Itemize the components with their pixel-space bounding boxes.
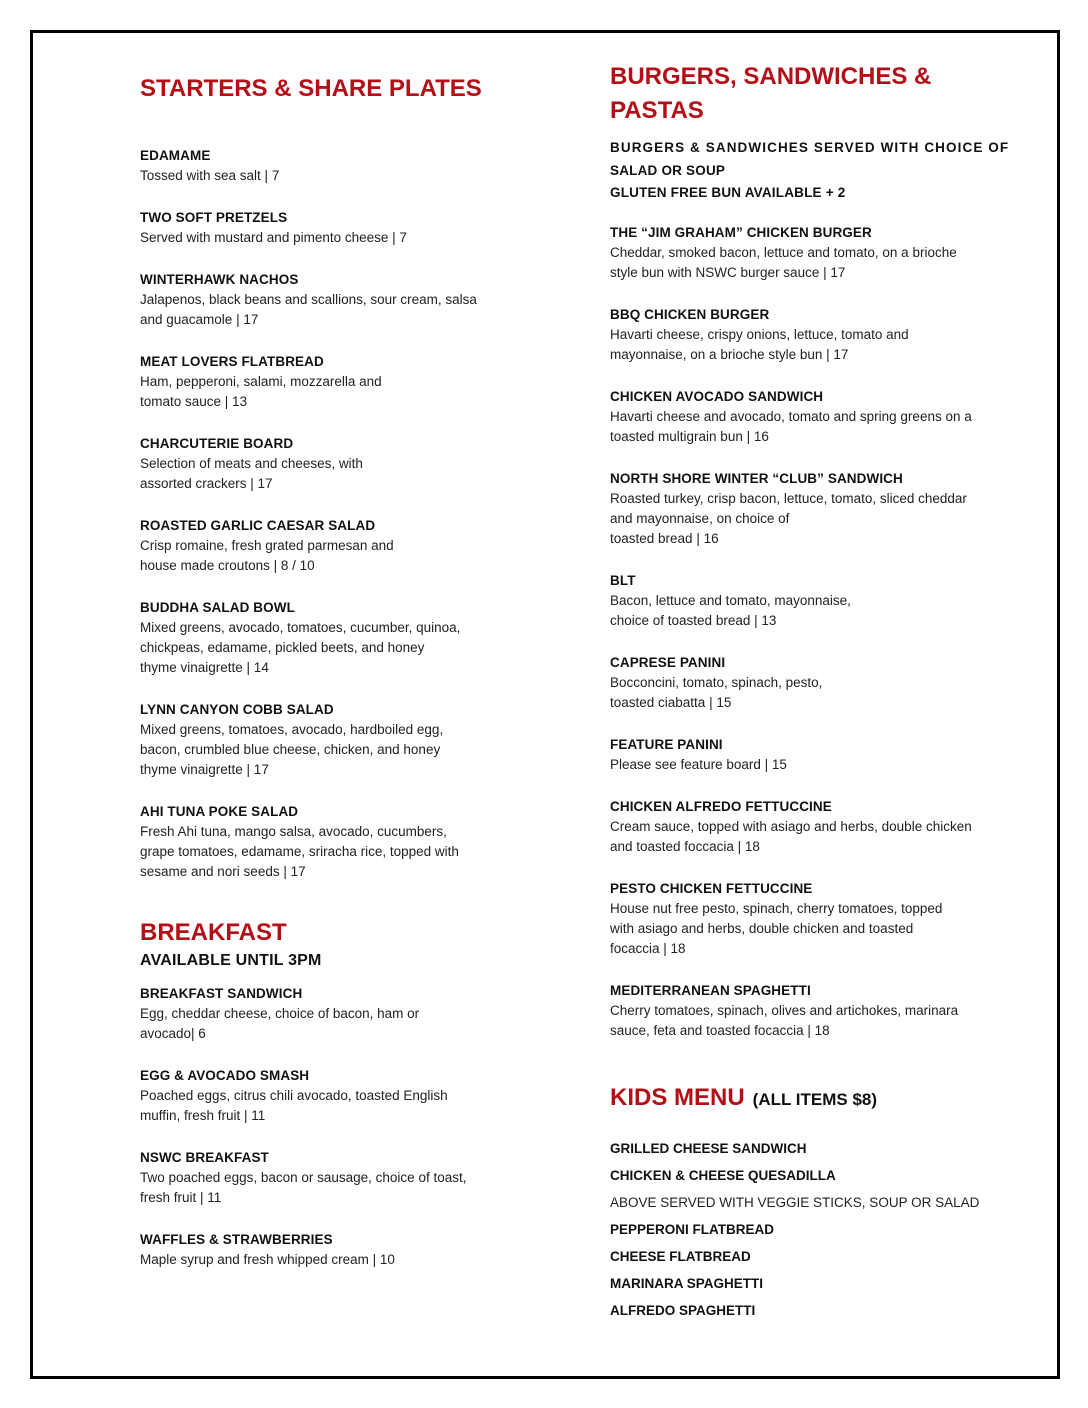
burger-item <box>610 735 1010 775</box>
menu-item-description <box>610 243 1010 283</box>
menu-item-description <box>140 618 510 678</box>
description-line: chickpeas, edamame, pickled beets, and honey <box>140 640 425 655</box>
burger-item <box>610 571 1010 631</box>
burger-item <box>610 223 1010 283</box>
burgers-note-line1: BURGERS & SANDWICHES SERVED WITH CHOICE OF <box>610 140 1010 155</box>
menu-item-description <box>140 290 510 330</box>
description-line: Havarti cheese, crispy onions, lettuce, tomato and <box>610 327 909 342</box>
burger-item <box>610 305 1010 365</box>
description-line: Bocconcini, tomato, spinach, pesto, <box>610 675 823 690</box>
starter-item <box>140 802 510 882</box>
description-line: house made croutons | 8 / 10 <box>140 558 315 573</box>
description-line: Poached eggs, citrus chili avocado, toasted English <box>140 1088 448 1103</box>
burgers-list <box>610 223 1010 1041</box>
description-line: and toasted foccacia | 18 <box>610 839 760 854</box>
breakfast-subtitle: AVAILABLE UNTIL 3PM <box>140 952 322 969</box>
starter-item <box>140 208 510 248</box>
description-line: bacon, crumbled blue cheese, chicken, and honey <box>140 742 441 757</box>
description-line: toasted bread | 16 <box>610 531 719 546</box>
menu-item-name: CHICKEN ALFREDO FETTUCCINE <box>610 799 832 814</box>
menu-item-description <box>610 817 1010 857</box>
description-line: focaccia | 18 <box>610 941 686 956</box>
description-line: muffin, fresh fruit | 11 <box>140 1108 266 1123</box>
burgers-heading-line2: PASTAS <box>610 97 704 124</box>
starter-item <box>140 598 510 678</box>
menu-item-name: PESTO CHICKEN FETTUCCINE <box>610 881 813 896</box>
kids-menu-item: CHICKEN & CHEESE QUESADILLA <box>610 1168 836 1183</box>
burger-item <box>610 469 1010 549</box>
menu-item-name: EDAMAME <box>140 148 211 163</box>
menu-item-name: TWO SOFT PRETZELS <box>140 210 288 225</box>
description-line: and guacamole | 17 <box>140 312 259 327</box>
menu-item-description <box>140 720 510 780</box>
starter-item <box>140 270 510 330</box>
kids-menu-item: PEPPERONI FLATBREAD <box>610 1222 775 1237</box>
menu-item-description <box>610 489 1010 549</box>
menu-item-description <box>610 325 1010 365</box>
description-line: Egg, cheddar cheese, choice of bacon, ham or <box>140 1006 420 1021</box>
menu-item-description <box>610 407 1010 447</box>
description-line: Havarti cheese and avocado, tomato and spring greens on a <box>610 409 972 424</box>
menu-item-name: EGG & AVOCADO SMASH <box>140 1068 310 1083</box>
description-line: House nut free pesto, spinach, cherry tomatoes, topped <box>610 901 943 916</box>
description-line: mayonnaise, on a brioche style bun | 17 <box>610 347 849 362</box>
starters-list <box>140 146 510 882</box>
menu-item-description <box>140 822 510 882</box>
kids-heading-row <box>610 1081 1010 1115</box>
menu-item-name: LYNN CANYON COBB SALAD <box>140 702 334 717</box>
menu-item-description <box>140 166 510 186</box>
description-line: thyme vinaigrette | 17 <box>140 762 269 777</box>
description-line: toasted ciabatta | 15 <box>610 695 732 710</box>
kids-menu-item: ABOVE SERVED WITH VEGGIE STICKS, SOUP OR SALAD <box>610 1195 980 1210</box>
kids-menu-item: MARINARA SPAGHETTI <box>610 1276 763 1291</box>
description-line: thyme vinaigrette | 14 <box>140 660 269 675</box>
description-line: grape tomatoes, edamame, sriracha rice, topped with <box>140 844 459 859</box>
description-line: with asiago and herbs, double chicken and toasted <box>610 921 914 936</box>
starter-item <box>140 352 510 412</box>
kids-heading: KIDS MENU <box>610 1084 745 1111</box>
breakfast-heading: BREAKFAST <box>140 919 287 946</box>
menu-item-name: BLT <box>610 573 636 588</box>
starters-heading: STARTERS & SHARE PLATES <box>140 75 482 102</box>
menu-item-description <box>140 372 510 412</box>
kids-menu-item: GRILLED CHEESE SANDWICH <box>610 1141 807 1156</box>
burgers-note-line3: GLUTEN FREE BUN AVAILABLE + 2 <box>610 185 846 200</box>
description-line: Jalapenos, black beans and scallions, sour cream, salsa <box>140 292 477 307</box>
description-line: Served with mustard and pimento cheese | 7 <box>140 230 407 245</box>
description-line: assorted crackers | 17 <box>140 476 273 491</box>
kids-menu-item: ALFREDO SPAGHETTI <box>610 1303 756 1318</box>
menu-item-name: WAFFLES & STRAWBERRIES <box>140 1232 333 1247</box>
menu-item-name: MEDITERRANEAN SPAGHETTI <box>610 983 811 998</box>
burger-item <box>610 981 1010 1041</box>
menu-item-name: THE “JIM GRAHAM” CHICKEN BURGER <box>610 225 872 240</box>
starter-item <box>140 700 510 780</box>
breakfast-item <box>140 984 510 1044</box>
menu-item-description <box>140 1004 510 1044</box>
description-line: Crisp romaine, fresh grated parmesan and <box>140 538 394 553</box>
menu-item-description <box>140 228 510 248</box>
burger-item <box>610 387 1010 447</box>
kids-list <box>610 1135 1010 1324</box>
breakfast-item <box>140 1230 510 1270</box>
description-line: style bun with NSWC burger sauce | 17 <box>610 265 846 280</box>
starter-item <box>140 516 510 576</box>
burgers-heading-line1: BURGERS, SANDWICHES & <box>610 63 932 90</box>
kids-menu-item: CHEESE FLATBREAD <box>610 1249 751 1264</box>
description-line: Fresh Ahi tuna, mango salsa, avocado, cucumbers, <box>140 824 447 839</box>
menu-item-name: MEAT LOVERS FLATBREAD <box>140 354 324 369</box>
description-line: Selection of meats and cheeses, with <box>140 456 363 471</box>
description-line: Ham, pepperoni, salami, mozzarella and <box>140 374 382 389</box>
menu-item-description <box>610 899 1010 959</box>
description-line: tomato sauce | 13 <box>140 394 248 409</box>
burger-item <box>610 797 1010 857</box>
description-line: avocado| 6 <box>140 1026 206 1041</box>
burger-item <box>610 879 1010 959</box>
description-line: Maple syrup and fresh whipped cream | 10 <box>140 1252 395 1267</box>
menu-item-description <box>610 591 1010 631</box>
description-line: Mixed greens, avocado, tomatoes, cucumber, quinoa, <box>140 620 461 635</box>
left-column <box>140 72 510 1270</box>
menu-item-name: NORTH SHORE WINTER “CLUB” SANDWICH <box>610 471 903 486</box>
right-column <box>610 60 1010 1324</box>
starter-item <box>140 146 510 186</box>
menu-item-name: FEATURE PANINI <box>610 737 723 752</box>
menu-item-name: CAPRESE PANINI <box>610 655 726 670</box>
burger-item <box>610 653 1010 713</box>
description-line: sesame and nori seeds | 17 <box>140 864 306 879</box>
description-line: fresh fruit | 11 <box>140 1190 222 1205</box>
description-line: Mixed greens, tomatoes, avocado, hardboiled egg, <box>140 722 444 737</box>
burgers-note-line2: SALAD OR SOUP <box>610 163 726 178</box>
breakfast-list <box>140 984 510 1270</box>
menu-item-name: CHARCUTERIE BOARD <box>140 436 294 451</box>
menu-item-description <box>610 755 1010 775</box>
description-line: Cream sauce, topped with asiago and herbs, double chicken <box>610 819 972 834</box>
description-line: toasted multigrain bun | 16 <box>610 429 769 444</box>
menu-item-description <box>140 454 510 494</box>
description-line: Tossed with sea salt | 7 <box>140 168 280 183</box>
menu-item-name: ROASTED GARLIC CAESAR SALAD <box>140 518 376 533</box>
menu-item-name: WINTERHAWK NACHOS <box>140 272 299 287</box>
burgers-heading <box>610 60 1010 128</box>
breakfast-item <box>140 1148 510 1208</box>
menu-item-description <box>140 1168 510 1208</box>
menu-item-description <box>140 1250 510 1270</box>
menu-item-name: NSWC BREAKFAST <box>140 1150 269 1165</box>
description-line: Please see feature board | 15 <box>610 757 787 772</box>
menu-item-name: CHICKEN AVOCADO SANDWICH <box>610 389 824 404</box>
menu-item-name: BBQ CHICKEN BURGER <box>610 307 770 322</box>
description-line: Roasted turkey, crisp bacon, lettuce, tomato, sliced cheddar <box>610 491 967 506</box>
kids-price-note: (ALL ITEMS $8) <box>752 1090 878 1109</box>
description-line: sauce, feta and toasted focaccia | 18 <box>610 1023 830 1038</box>
menu-item-description <box>610 1001 1010 1041</box>
description-line: Bacon, lettuce and tomato, mayonnaise, <box>610 593 851 608</box>
description-line: Cherry tomatoes, spinach, olives and artichokes, marinara <box>610 1003 959 1018</box>
menu-item-name: AHI TUNA POKE SALAD <box>140 804 299 819</box>
menu-item-name: BREAKFAST SANDWICH <box>140 986 303 1001</box>
description-line: Two poached eggs, bacon or sausage, choice of toast, <box>140 1170 467 1185</box>
description-line: Cheddar, smoked bacon, lettuce and tomato, on a brioche <box>610 245 957 260</box>
description-line: and mayonnaise, on choice of <box>610 511 790 526</box>
breakfast-item <box>140 1066 510 1126</box>
menu-item-description <box>610 673 1010 713</box>
description-line: choice of toasted bread | 13 <box>610 613 777 628</box>
menu-item-name: BUDDHA SALAD BOWL <box>140 600 295 615</box>
menu-item-description <box>140 536 510 576</box>
starter-item <box>140 434 510 494</box>
menu-item-description <box>140 1086 510 1126</box>
